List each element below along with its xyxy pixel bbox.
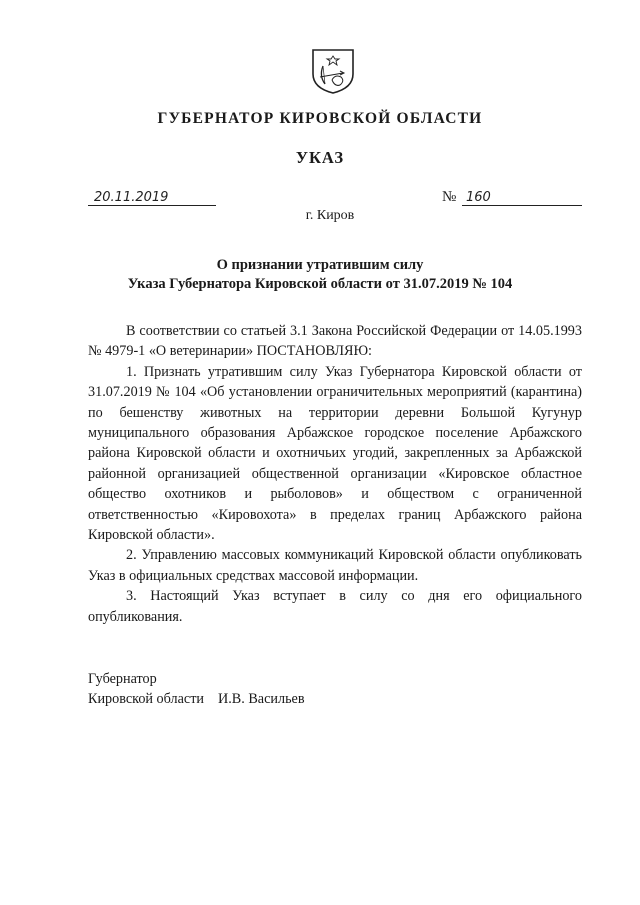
document-type: УКАЗ (295, 148, 345, 167)
decree-date: 20.11.2019 (88, 190, 216, 206)
decree-title-line2: Указа Губернатора Кировской области от 31.07.2019 № 104 (127, 276, 513, 292)
number-sign: № (442, 189, 457, 205)
signatory-position-line2: Кировской области (88, 691, 204, 708)
item-2-paragraph: 2. Управлению массовых коммуникаций Кировской области опубликовать Указ в официальных средствах массовой информации. (88, 547, 582, 584)
item-1-paragraph: 1. Признать утратившим силу Указ Губернатора Кировской области от 31.07.2019 № 104 «Об установлении ограничительных мероприятий (карантина) по бешенству животных на территории деревни Большой Кугунур муниципального образования Арбажское городское поселение Арбажского района Кировской области и охотничьих угодий, закрепленных за Арбажской районной организацией общественной организации «Кировское областное общество охотников и рыболовов» и обществом с ограниченной ответственностью «Кировохота» в пределах границ Арбажского района Кировской области». (88, 363, 582, 544)
preamble-paragraph: В соответствии со статьей 3.1 Закона Российской Федерации от 14.05.1993 № 4979-1 «О ветеринарии» ПОСТАНОВЛЯЮ: (88, 323, 582, 360)
signature-block (88, 669, 305, 710)
signatory-name: И.В. Васильев (218, 691, 305, 708)
issuing-authority: ГУБЕРНАТОР КИРОВСКОЙ ОБЛАСТИ (157, 110, 483, 127)
issue-city: г. Киров (305, 208, 355, 223)
decree-title (0, 256, 640, 294)
item-3-paragraph: 3. Настоящий Указ вступает в силу со дня его официального опубликования. (88, 588, 582, 625)
signatory-position-line1: Губернатор (88, 671, 157, 687)
coat-of-arms-icon (310, 44, 356, 94)
decree-number: 160 (462, 190, 582, 206)
decree-title-line1: О признании утратившим силу (216, 257, 424, 273)
decree-body (88, 321, 582, 627)
